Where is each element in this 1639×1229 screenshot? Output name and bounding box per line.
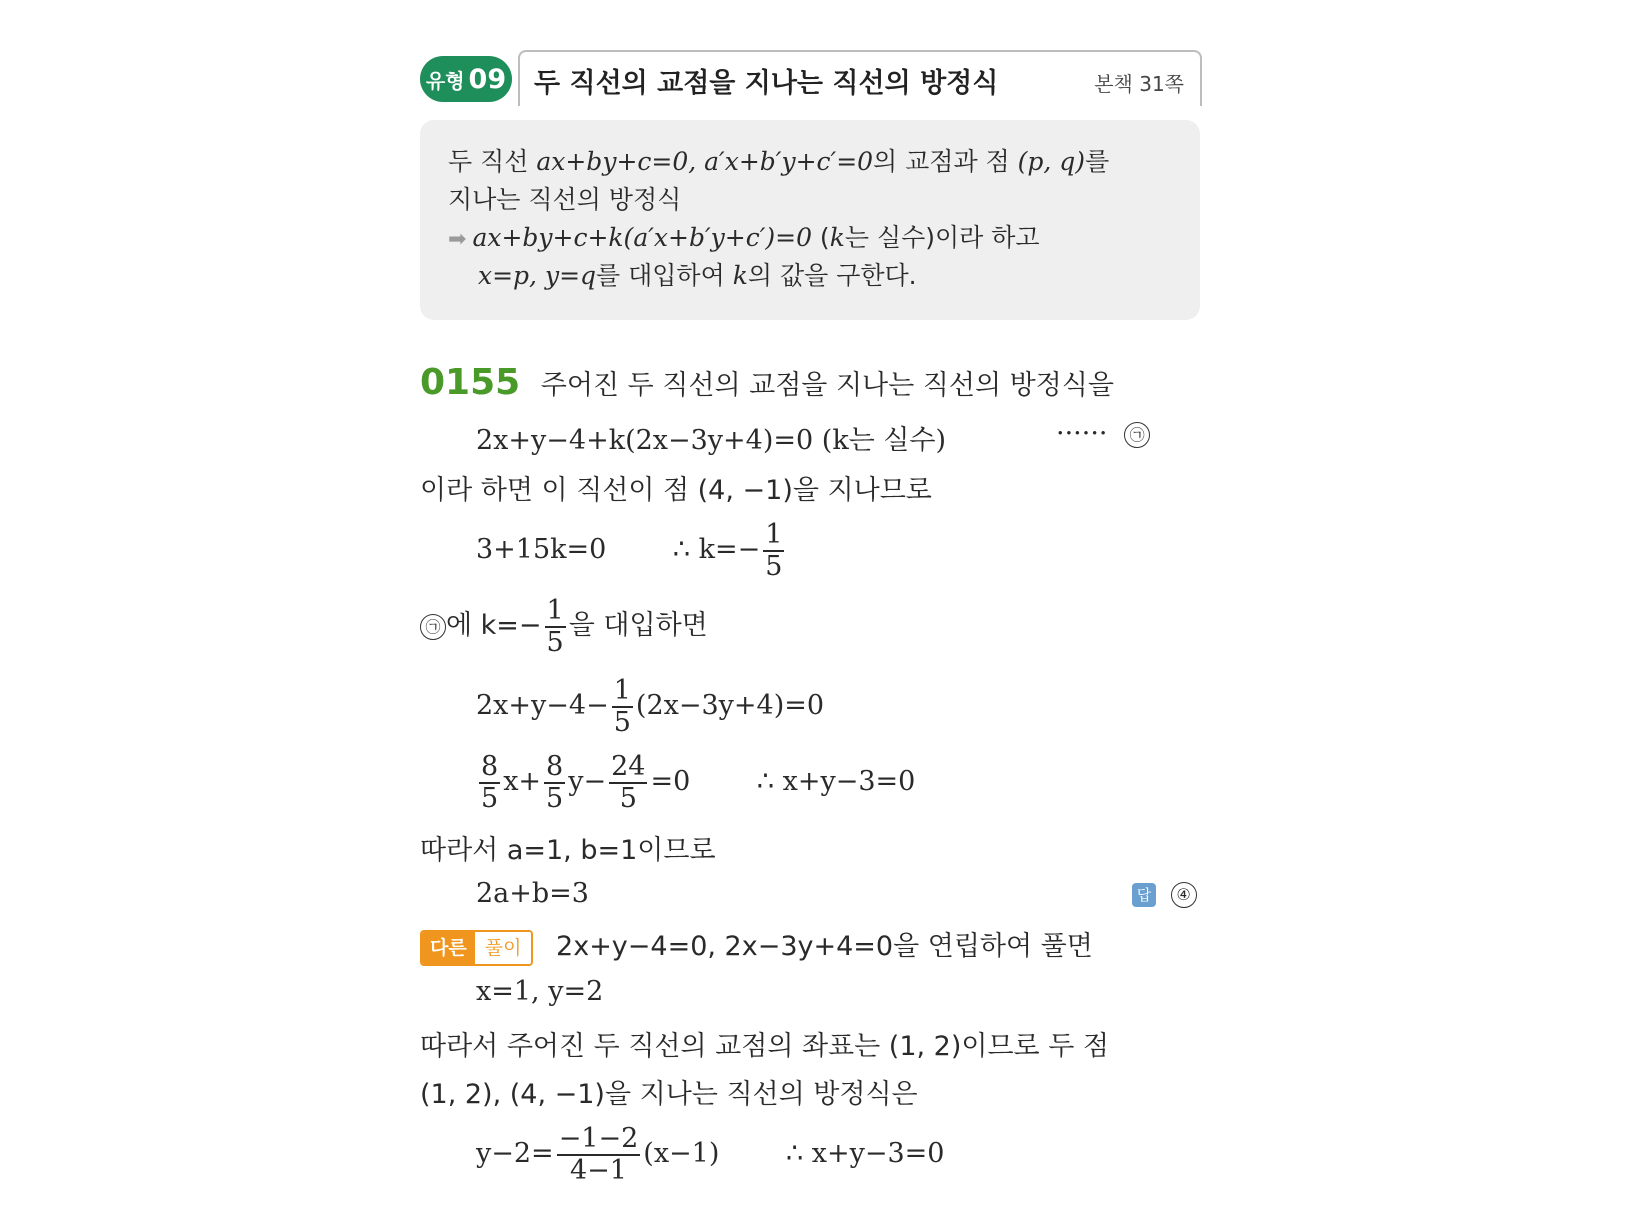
- type-number: 09: [468, 63, 507, 95]
- type-label: 유형: [425, 68, 465, 93]
- arrow-right-icon: ➡: [448, 227, 467, 252]
- circled-giyeok-mark: ㉠: [1124, 422, 1150, 448]
- summary-line-4: x=p, y=q를 대입하여 k의 값을 구한다.: [478, 261, 917, 290]
- solution-line-3: 이라 하면 이 직선이 점 (4, −1)을 지나므로: [420, 475, 932, 506]
- summary-line-2: 지나는 직선의 방정식: [448, 185, 682, 214]
- alt-solution-line-2: x=1, y=2: [476, 976, 604, 1007]
- fraction-one-fifth: $\frac{1}{5}$: [546, 595, 564, 658]
- section-title: 두 직선의 교점을 지나는 직선의 방정식: [534, 68, 999, 99]
- problem-intro-line: [420, 362, 1114, 403]
- title-box: [518, 50, 1202, 106]
- problem-number: 0155: [420, 362, 521, 403]
- summary-line-1: 두 직선 ax+by+c=0, a′x+b′y+c′=0의 교점과 점 (p, q)를: [448, 147, 1110, 176]
- fraction-one-fifth: $\frac{1}{5}$: [765, 519, 783, 582]
- alt-solution-line-1: 다른 풀이 2x+y−4=0, 2x−3y+4=0을 연립하여 풀면: [420, 924, 1093, 966]
- alt-solution-line-4: (1, 2), (4, −1)을 지나는 직선의 방정식은: [420, 1079, 918, 1110]
- section-header: [420, 50, 1200, 106]
- type-badge: [420, 56, 512, 102]
- equation-5: 2a+b=3: [476, 878, 589, 909]
- solution-line-8: 따라서 a=1, b=1이므로: [420, 835, 716, 866]
- page-reference: 본책 31쪽: [1094, 72, 1184, 96]
- fraction-one-fifth: $\frac{1}{5}$: [613, 675, 631, 738]
- fraction-slope: $\frac{-1-2}{4-1}$: [558, 1123, 639, 1186]
- equation-4: $\frac{8}{5}$ x+ $\frac{8}{5}$ y− $\frac{24}{5}$ =0 ∴ x+y−3=0: [481, 751, 916, 814]
- answer-icon: 답: [1132, 883, 1156, 907]
- answer-choice: ④: [1171, 882, 1197, 908]
- circled-giyeok-mark: ㉠: [420, 614, 446, 640]
- equation-3: 2x+y−4− $\frac{1}{5}$ (2x−3y+4)=0: [476, 675, 825, 738]
- summary-line-3: ➡ ax+by+c+k(a′x+b′y+c′)=0 (k는 실수)이라 하고: [448, 223, 1040, 252]
- equation-2: 3+15k=0 ∴ k=− $\frac{1}{5}$: [476, 519, 783, 582]
- problem-intro: 주어진 두 직선의 교점을 지나는 직선의 방정식을: [540, 370, 1114, 401]
- solution-line-5: ㉠ 에 k=− $\frac{1}{5}$ 을 대입하면: [420, 596, 708, 657]
- answer: [1132, 878, 1197, 909]
- equation-1-label: ······ ㉠: [1056, 418, 1150, 449]
- equation-1: 2x+y−4+k(2x−3y+4)=0 (k는 실수): [476, 425, 947, 456]
- alt-equation: y−2= $\frac{-1-2}{4-1}$ (x−1) ∴ x+y−3=0: [476, 1123, 945, 1186]
- summary-box: [420, 120, 1200, 320]
- alt-solution-line-3: 따라서 주어진 두 직선의 교점의 좌표는 (1, 2)이므로 두 점: [420, 1031, 1109, 1062]
- alt-solution-badge: 다른 풀이: [420, 930, 533, 966]
